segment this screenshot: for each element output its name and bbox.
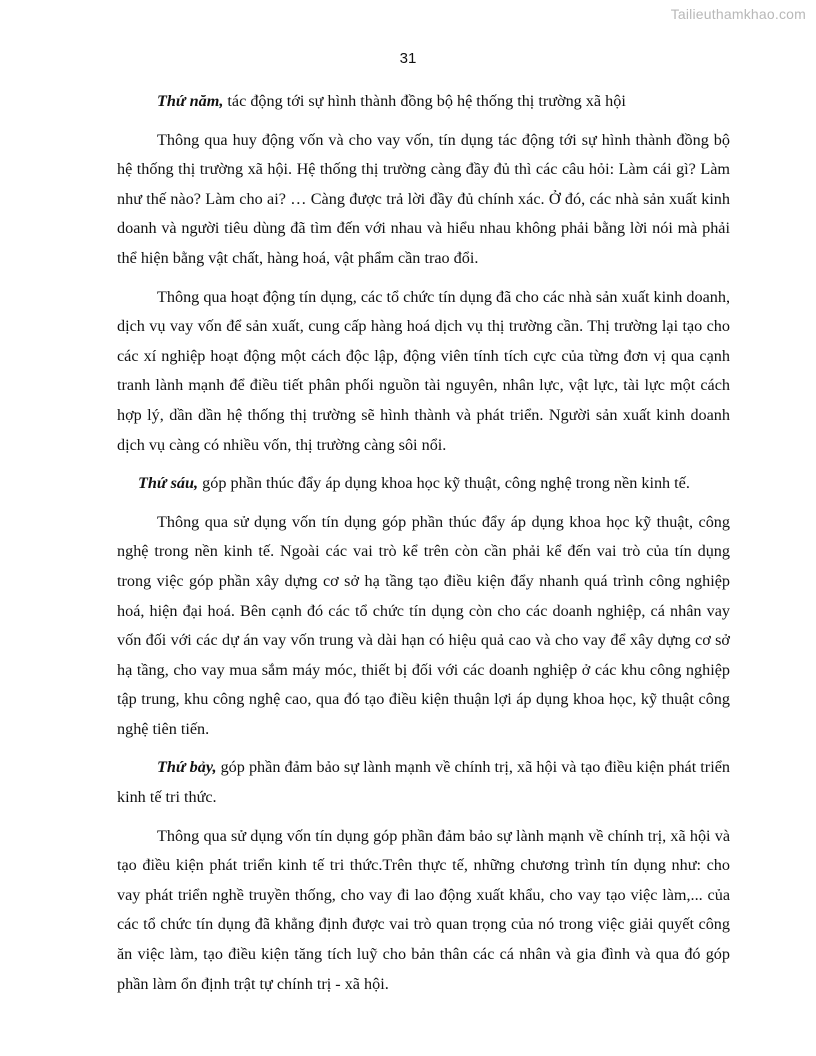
section-heading-7 [117,753,730,812]
section-heading-text: tác động tới sự hình thành đồng bộ hệ thống thị trường xã hội [223,92,626,110]
section-heading-lead: Thứ năm, [157,92,224,110]
section-heading-lead: Thứ bảy, [157,758,217,777]
section-heading-lead: Thứ sáu, [138,474,199,493]
document-body [117,87,730,1008]
section-heading-6 [117,469,730,499]
paragraph: Thông qua hoạt động tín dụng, các tổ chức tín dụng đã cho các nhà sản xuất kinh doanh, dịch vụ vay vốn để sản xuất, cung cấp hàng hoá dịch vụ thị trường cần. Thị trường lại tạo cho các xí nghiệp hoạt động một cách độc lập, động viên tính tích cực của từng đơn vị qua cạnh tranh lành mạnh để điều tiết phân phối nguồn tài nguyên, nhân lực, vật lực, tài lực một cách hợp lý, dần dần hệ thống thị trường sẽ hình thành và phát triển. Người sản xuất kinh doanh dịch vụ càng có nhiều vốn, thị trường càng sôi nổi. [117,287,730,454]
section-heading-text: góp phần thúc đẩy áp dụng khoa học kỹ thuật, công nghệ trong nền kinh tế. [198,474,690,493]
section-heading-text: góp phần đảm bảo sự lành mạnh về chính trị, xã hội và tạo điều kiện phát triển kinh tế tri thức. [117,758,730,807]
section-heading-5 [117,87,730,117]
paragraph: Thông qua sử dụng vốn tín dụng góp phần thúc đẩy áp dụng khoa học kỹ thuật, công nghệ trong nền kinh tế. Ngoài các vai trò kể trên còn cần phải kể đến vai trò của tín dụng trong việc góp phần xây dựng cơ sở hạ tầng tạo điều kiện đẩy nhanh quá trình công nghiệp hoá, hiện đại hoá. Bên cạnh đó các tổ chức tín dụng còn cho các doanh nghiệp, cá nhân vay vốn đối với các dự án vay vốn trung và dài hạn có hiệu quả cao và cho vay để xây dựng cơ sở hạ tầng, cho vay mua sắm máy móc, thiết bị đối với các doanh nghiệp ở các khu công nghiệp tập trung, khu công nghệ cao, qua đó tạo điều kiện thuận lợi áp dụng khoa học, kỹ thuật công nghệ tiên tiến. [117,512,730,738]
watermark: Tailieuthamkhao.com [670,6,806,22]
page-number: 31 [399,50,417,67]
paragraph: Thông qua huy động vốn và cho vay vốn, tín dụng tác động tới sự hình thành đồng bộ hệ thống thị trường xã hội. Hệ thống thị trường càng đầy đủ thì các câu hỏi: Làm cái gì? Làm như thế nào? Làm cho ai? … Càng được trả lời đầy đủ chính xác. Ở đó, các nhà sản xuất kinh doanh và người tiêu dùng đã tìm đến với nhau và hiểu nhau không phải bằng lời nói mà phải thể hiện bằng vật chất, hàng hoá, vật phẩm cần trao đổi. [117,130,730,267]
paragraph: Thông qua sử dụng vốn tín dụng góp phần đảm bảo sự lành mạnh về chính trị, xã hội và tạo điều kiện phát triển kinh tế tri thức.Trên thực tế, những chương trình tín dụng như: cho vay phát triển nghề truyền thống, cho vay đi lao động xuất khẩu, cho vay tạo việc làm,... của các tổ chức tín dụng đã khẳng định được vai trò quan trọng của nó trong việc giải quyết công ăn việc làm, tạo điều kiện tăng tích luỹ cho bản thân các cá nhân và gia đình và qua đó góp phần làm ổn định trật tự chính trị - xã hội. [117,826,730,993]
